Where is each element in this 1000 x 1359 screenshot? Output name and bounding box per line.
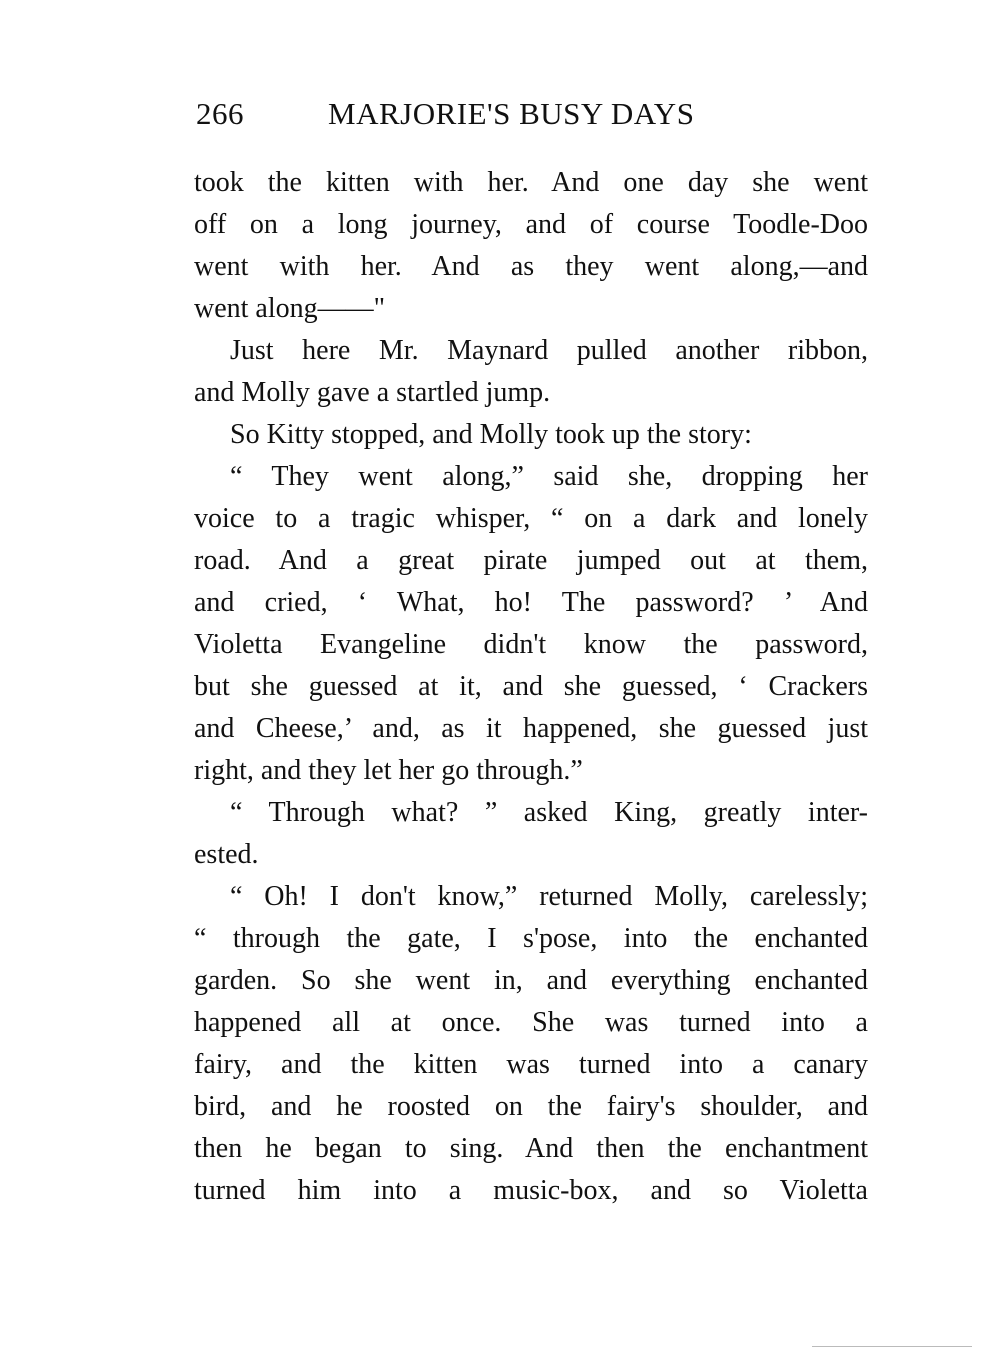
text-line: bird, and he roosted on the fairy's shoulder, and: [194, 1091, 868, 1122]
text-line: right, and they let her go through.”: [194, 755, 583, 786]
text-line: voice to a tragic whisper, “ on a dark and lonely: [194, 503, 868, 534]
text-line: garden. So she went in, and everything enchanted: [194, 965, 868, 996]
body-text: [194, 162, 868, 1212]
text-line: Violetta Evangeline didn't know the password,: [194, 629, 868, 660]
text-line: but she guessed at it, and she guessed, ‘ Crackers: [194, 671, 868, 702]
text-line: So Kitty stopped, and Molly took up the story:: [230, 419, 752, 450]
text-line: happened all at once. She was turned into a: [194, 1007, 868, 1038]
text-line: went with her. And as they went along,—and: [194, 251, 868, 282]
text-line: took the kitten with her. And one day she went: [194, 167, 868, 198]
text-line: and Molly gave a startled jump.: [194, 377, 551, 408]
text-line: Just here Mr. Maynard pulled another ribbon,: [230, 335, 868, 366]
text-line: road. And a great pirate jumped out at them,: [194, 545, 868, 576]
text-line: “ Oh! I don't know,” returned Molly, carelessly;: [230, 881, 868, 912]
scan-edge-rule: [812, 1346, 972, 1347]
text-line: and Cheese,’ and, as it happened, she guessed just: [194, 713, 868, 744]
text-line: went along——": [194, 293, 386, 324]
running-head: [196, 96, 756, 140]
text-line: “ through the gate, I s'pose, into the enchanted: [194, 923, 868, 954]
text-line: ested.: [194, 839, 259, 870]
text-line: fairy, and the kitten was turned into a canary: [194, 1049, 868, 1080]
page-number: 266: [196, 96, 244, 131]
text-line: and cried, ‘ What, ho! The password? ’ And: [194, 587, 868, 618]
text-line: “ Through what? ” asked King, greatly inter-: [230, 797, 868, 828]
text-line: then he began to sing. And then the enchantment: [194, 1133, 868, 1164]
text-line: turned him into a music-box, and so Violetta: [194, 1175, 868, 1206]
book-title: MARJORIE'S BUSY DAYS: [328, 96, 695, 131]
text-line: “ They went along,” said she, dropping her: [230, 461, 868, 492]
text-line: off on a long journey, and of course Toodle-Doo: [194, 209, 868, 240]
